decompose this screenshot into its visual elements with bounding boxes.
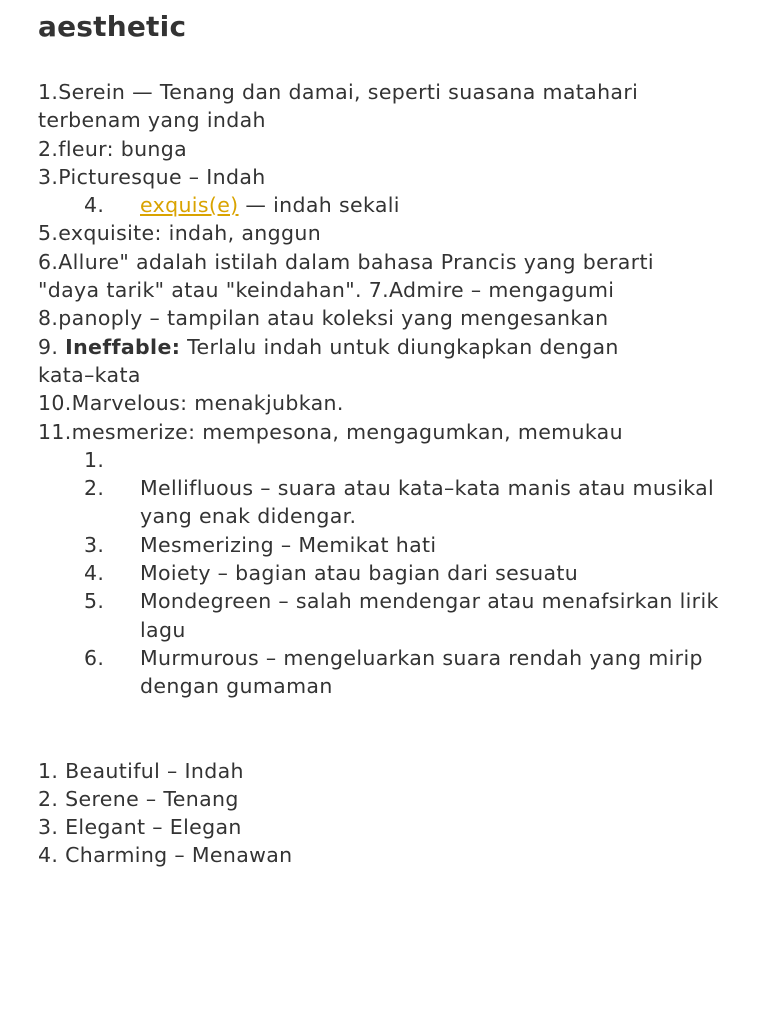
final-list-item: 1. Beautiful – Indah bbox=[38, 758, 244, 783]
list-item: 8.panoply – tampilan atau koleksi yang mengesankan bbox=[38, 306, 609, 331]
final-list bbox=[38, 757, 758, 870]
list-item: 3.Picturesque – Indah bbox=[38, 164, 266, 189]
ordered-list-text: Moiety – bagian atau bagian dari sesuatu bbox=[140, 561, 579, 586]
ordered-list-number: 1. bbox=[84, 447, 105, 472]
list-item: 10.Marvelous: menakjubkan. bbox=[38, 391, 344, 416]
list-item bbox=[38, 333, 678, 390]
final-list-item: 3. Elegant – Elegan bbox=[38, 815, 242, 840]
ordered-list-number: 6. bbox=[84, 645, 105, 670]
ordered-list-number: 4. bbox=[84, 561, 105, 586]
ordered-list-item bbox=[38, 559, 758, 587]
ordered-list-item bbox=[38, 644, 758, 701]
ordered-list-item bbox=[38, 474, 758, 531]
list-item: 1.Serein — Tenang dan damai, seperti suasana matahari terbenam yang indah bbox=[38, 80, 639, 133]
list-item bbox=[38, 191, 758, 219]
spacer bbox=[38, 701, 758, 757]
list-item: 11.mesmerize: mempesona, mengagumkan, memukau bbox=[38, 419, 623, 444]
ordered-list bbox=[38, 446, 758, 701]
list-item-text: Terlalu indah untuk diungkapkan dengan kata–kata bbox=[38, 334, 619, 387]
exquise-link[interactable]: exquis(e) bbox=[140, 193, 239, 218]
list-item: 5.exquisite: indah, anggun bbox=[38, 221, 322, 246]
list-item: 6.Allure" adalah istilah dalam bahasa Prancis yang berarti "daya tarik" atau "keindahan". 7.Admire – mengagumi bbox=[38, 249, 654, 303]
ordered-list-item bbox=[38, 446, 758, 474]
ordered-list-number: 5. bbox=[84, 589, 105, 614]
list-item-number: 4. bbox=[84, 193, 105, 218]
ordered-list-text: Mellifluous – suara atau kata–kata manis atau musikal yang enak didengar. bbox=[140, 476, 715, 529]
ordered-list-text: Mondegreen – salah mendengar atau menafsirkan lirik lagu bbox=[140, 589, 719, 642]
final-list-item: 4. Charming – Menawan bbox=[38, 843, 293, 868]
document-body bbox=[38, 78, 758, 870]
ordered-list-item bbox=[38, 531, 758, 559]
ordered-list-number: 3. bbox=[84, 532, 105, 557]
list-item-text: — indah sekali bbox=[238, 193, 400, 218]
list-item-term: Ineffable: bbox=[65, 334, 181, 359]
page-title: aesthetic bbox=[38, 10, 187, 43]
ordered-list-text: Murmurous – mengeluarkan suara rendah yang mirip dengan gumaman bbox=[140, 645, 703, 699]
document-page bbox=[38, 0, 758, 870]
list-item: 2.fleur: bunga bbox=[38, 136, 188, 161]
ordered-list-text: Mesmerizing – Memikat hati bbox=[140, 532, 437, 557]
final-list-item: 2. Serene – Tenang bbox=[38, 786, 239, 811]
ordered-list-item bbox=[38, 587, 758, 644]
list-item-number: 9. bbox=[38, 334, 66, 359]
ordered-list-number: 2. bbox=[84, 476, 105, 501]
